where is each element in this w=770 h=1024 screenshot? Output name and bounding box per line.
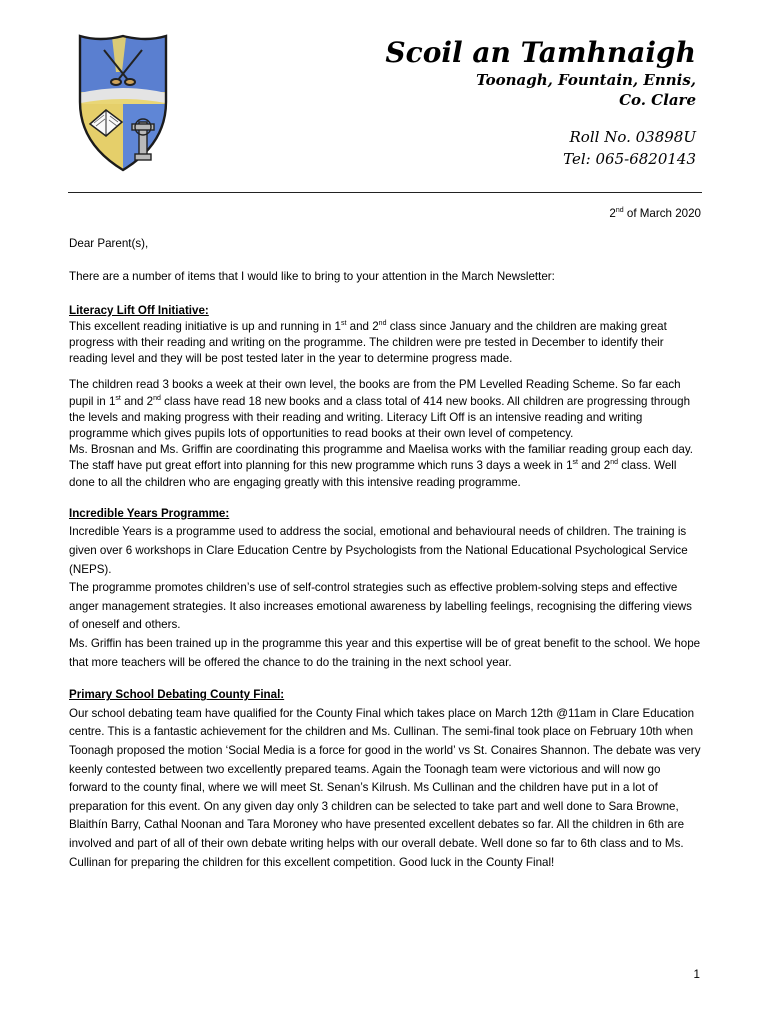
- incredible-paragraph-3: Ms. Griffin has been trained up in the programme this year and this expertise will be of great benefit to the school. We hope that more teachers will be offered the chance to do the training in the next school year.: [69, 637, 701, 669]
- literacy-paragraph-3: Ms. Brosnan and Ms. Griffin are coordinating this programme and Maelisa works with the familiar reading group each day. The staff have put great effort into planning for this new programme which runs 3 days a week in 1st and 2nd class. Well done to all the children who are engaging greatly with this intensive reading programme.: [69, 443, 693, 489]
- incredible-years-section: [69, 505, 701, 672]
- intro-paragraph: There are a number of items that I would like to bring to your attention in the March Newsletter:: [69, 270, 555, 284]
- debating-heading: Primary School Debating County Final:: [69, 688, 285, 702]
- page-number: 1: [693, 968, 700, 981]
- header-divider: [68, 192, 702, 193]
- date-suffix: nd: [615, 207, 624, 215]
- salutation: Dear Parent(s),: [69, 237, 149, 251]
- incredible-paragraph-2: The programme promotes children’s use of self-control strategies such as effective problem-solving steps and effective anger management strategies. It also increases emotional awareness by labelling feelings, recognising the differing views of oneself and others.: [69, 581, 692, 632]
- address-line-1: Toonagh, Fountain, Ennis,: [476, 71, 696, 89]
- date-rest: of March 2020: [623, 207, 701, 220]
- address-line-2: Co. Clare: [619, 91, 696, 109]
- roll-number: Roll No. 03898U: [569, 128, 696, 146]
- incredible-years-heading: Incredible Years Programme:: [69, 506, 230, 520]
- school-crest: [76, 32, 170, 174]
- literacy-heading: Literacy Lift Off Initiative:: [69, 303, 209, 317]
- literacy-paragraph-2: The children read 3 books a week at their own level, the books are from the PM Levelled Reading Scheme. So far each pupil in 1st and 2nd class have read 18 new books and a class total of 414 new books. All children are progressing through the levels and making progress with their reading and writing. Literacy Lift Off is an intensive reading and writing programme which gives pupils lots of opportunities to read books at their own level of competency.: [69, 378, 691, 441]
- literacy-section: [69, 303, 701, 491]
- incredible-paragraph-1: Incredible Years is a programme used to address the social, emotional and behavioural needs of children. The training is given over 6 workshops in Clare Education Centre by Psychologists from the National Educational Psychological Service (NEPS).: [69, 525, 688, 576]
- debating-section: [69, 686, 701, 872]
- literacy-paragraph-1: This excellent reading initiative is up and running in 1st and 2nd class since January and the children are making great progress with their reading and writing on the programme. The children were pre tested in December to identify their reading level and they will be post tested later in the year to determine progress made.: [69, 319, 667, 366]
- date-day: 2: [609, 207, 616, 220]
- letter-date: [69, 206, 701, 222]
- letterhead: [385, 36, 696, 170]
- letter-body: [69, 206, 701, 872]
- school-name: Scoil an Tamhnaigh: [385, 36, 696, 69]
- debating-paragraph-1: Our school debating team have qualified for the County Final which takes place on March 12th @11am in Clare Education centre. This is a fantastic achievement for the children and Ms. Cullinan. The semi-final took place on February 10th when Toonagh proposed the motion ‘Social Media is a force for good in the world’ vs St. Conaires Shannon. The debate was very keenly contested between two excellently prepared teams. Again the Toonagh team were victorious and will now go forward to the county final, where we will meet St. Senan’s Kilrush. Ms Cullinan and the children have put in a lot of preparation for this event. On any given day only 3 children can be selected to take part and well done to Sara Browne, Blaithín Barry, Cathal Noonan and Tara Moroney who have presented excellent debates so far. All the children in 6th are involved and part of all of their own debate writing helps with our overall debate. Well done so far to 6th class and to Ms. Cullinan for preparing the children for this excellent competition. Good luck in the County Final!: [69, 706, 701, 869]
- telephone: Tel: 065-6820143: [563, 150, 696, 168]
